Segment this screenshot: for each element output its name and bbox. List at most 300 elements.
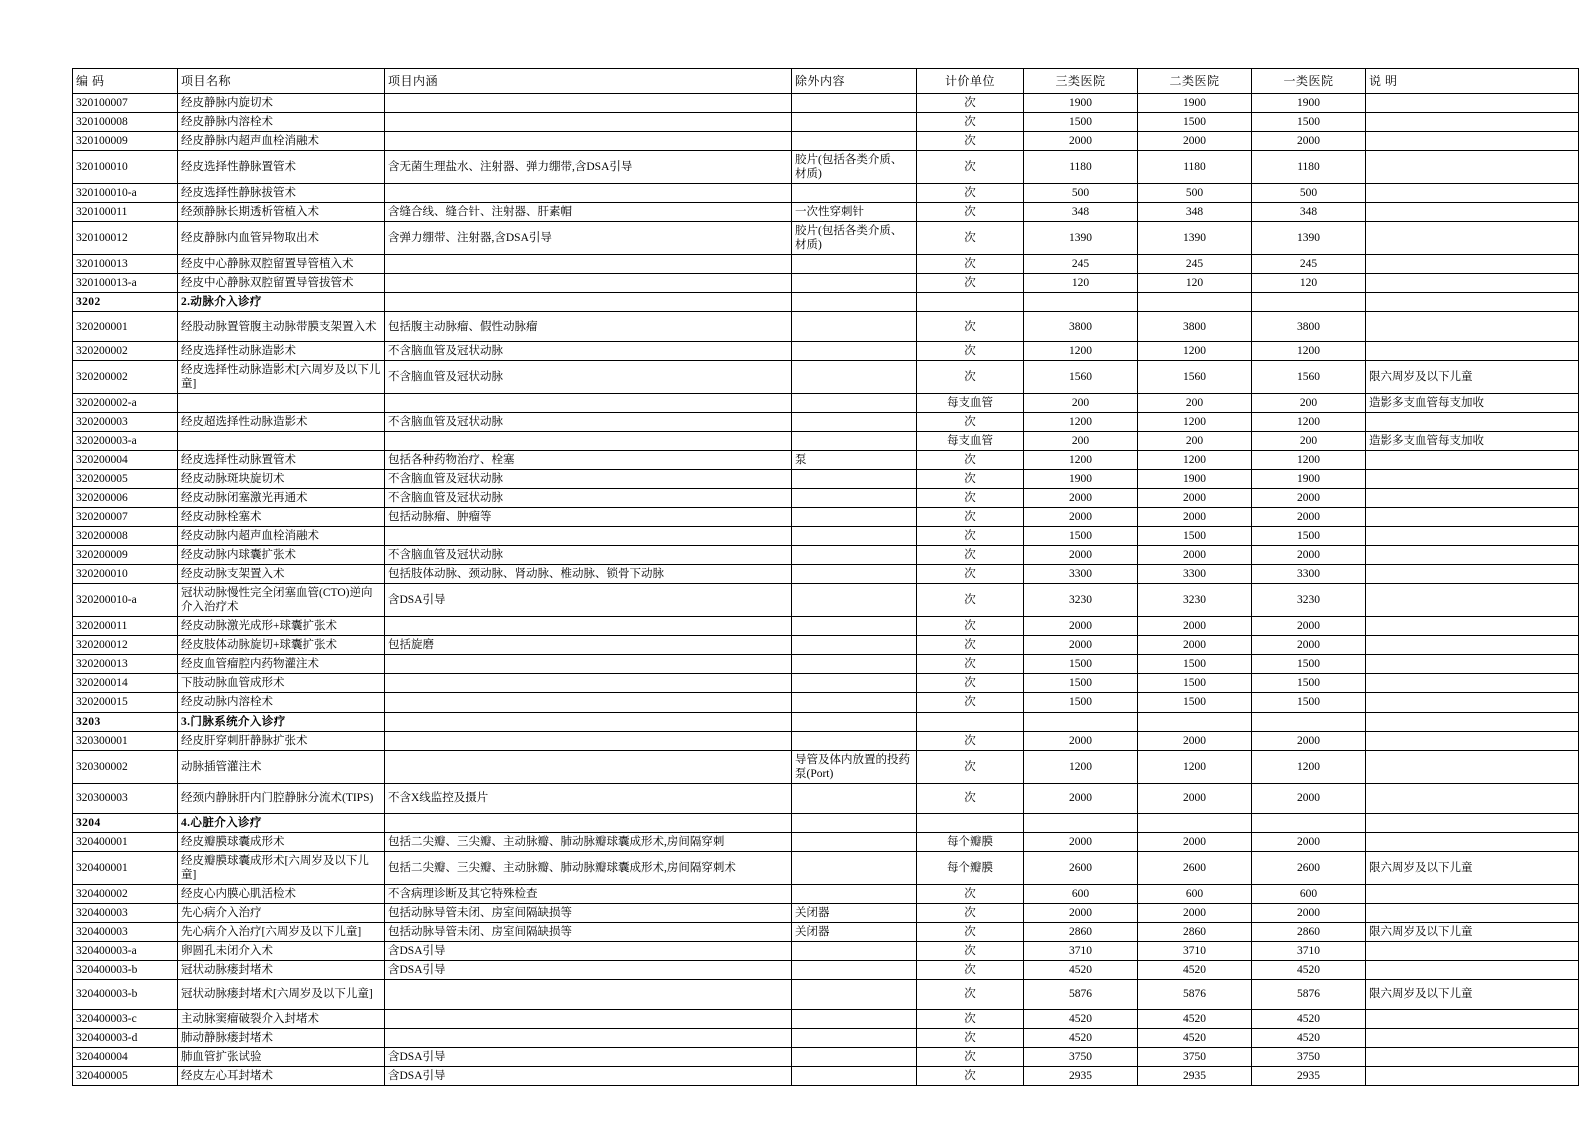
cell-note <box>1366 508 1579 527</box>
cell-note <box>1366 312 1579 342</box>
cell-price-tier1: 1500 <box>1252 693 1366 712</box>
table-row <box>73 527 1579 546</box>
cell-item-content <box>385 1028 792 1047</box>
cell-note <box>1366 1066 1579 1085</box>
header-item-content: 项目内涵 <box>385 69 792 94</box>
cell-price-tier3: 3710 <box>1024 941 1138 960</box>
cell-price-tier3: 1500 <box>1024 693 1138 712</box>
cell-code: 320400003-d <box>73 1028 178 1047</box>
cell-item-name: 经皮选择性动脉造影术[六周岁及以下儿童] <box>178 361 385 394</box>
cell-note <box>1366 783 1579 813</box>
cell-price-tier2 <box>1138 293 1252 312</box>
cell-price-tier1: 4520 <box>1252 1009 1366 1028</box>
medical-price-table <box>72 68 1579 1086</box>
cell-price-tier3: 2000 <box>1024 546 1138 565</box>
cell-price-tier1: 1200 <box>1252 342 1366 361</box>
cell-unit: 次 <box>917 546 1024 565</box>
header-item-name: 项目名称 <box>178 69 385 94</box>
cell-item-content <box>385 184 792 203</box>
cell-item-name <box>178 432 385 451</box>
cell-code: 3204 <box>73 813 178 832</box>
cell-code: 320100013-a <box>73 274 178 293</box>
table-row <box>73 222 1579 255</box>
cell-note <box>1366 584 1579 617</box>
cell-price-tier2: 2000 <box>1138 832 1252 851</box>
cell-code: 320100010-a <box>73 184 178 203</box>
cell-item-name: 经皮肢体动脉旋切+球囊扩张术 <box>178 636 385 655</box>
cell-code: 320200004 <box>73 451 178 470</box>
cell-price-tier3: 3230 <box>1024 584 1138 617</box>
cell-code: 3202 <box>73 293 178 312</box>
cell-item-content <box>385 693 792 712</box>
cell-price-tier1: 1900 <box>1252 470 1366 489</box>
cell-price-tier2: 1180 <box>1138 151 1252 184</box>
cell-price-tier3: 245 <box>1024 255 1138 274</box>
cell-unit: 次 <box>917 342 1024 361</box>
cell-price-tier2: 4520 <box>1138 960 1252 979</box>
cell-price-tier3: 3750 <box>1024 1047 1138 1066</box>
cell-code: 320200002-a <box>73 394 178 413</box>
header-notes: 说 明 <box>1366 69 1579 94</box>
cell-item-name: 经皮静脉内超声血栓消融术 <box>178 132 385 151</box>
cell-unit: 次 <box>917 655 1024 674</box>
cell-code: 320200001 <box>73 312 178 342</box>
cell-price-tier2: 1500 <box>1138 113 1252 132</box>
cell-price-tier3: 500 <box>1024 184 1138 203</box>
cell-unit <box>917 293 1024 312</box>
cell-item-name: 经皮动脉内超声血栓消融术 <box>178 527 385 546</box>
cell-item-name: 经皮动脉内溶栓术 <box>178 693 385 712</box>
cell-item-name: 经皮瓣膜球囊成形术 <box>178 832 385 851</box>
table-row <box>73 1047 1579 1066</box>
cell-item-content: 含DSA引导 <box>385 960 792 979</box>
cell-unit: 次 <box>917 203 1024 222</box>
cell-price-tier3: 2000 <box>1024 617 1138 636</box>
cell-price-tier3: 1900 <box>1024 94 1138 113</box>
cell-price-tier3: 4520 <box>1024 1028 1138 1047</box>
cell-price-tier2: 5876 <box>1138 979 1252 1009</box>
cell-unit: 次 <box>917 750 1024 783</box>
cell-price-tier1: 2860 <box>1252 922 1366 941</box>
cell-code: 320400004 <box>73 1047 178 1066</box>
cell-item-name: 经颈静脉长期透析管植入术 <box>178 203 385 222</box>
cell-exclusions <box>792 979 917 1009</box>
cell-item-name: 冠状动脉慢性完全闭塞血管(CTO)逆向介入治疗术 <box>178 584 385 617</box>
cell-unit: 次 <box>917 255 1024 274</box>
cell-price-tier2: 2000 <box>1138 783 1252 813</box>
cell-note <box>1366 255 1579 274</box>
cell-price-tier1: 245 <box>1252 255 1366 274</box>
cell-exclusions <box>792 489 917 508</box>
cell-unit: 次 <box>917 1009 1024 1028</box>
cell-unit: 次 <box>917 617 1024 636</box>
cell-code: 320200007 <box>73 508 178 527</box>
cell-item-name: 卵圆孔未闭介入术 <box>178 941 385 960</box>
cell-note <box>1366 655 1579 674</box>
cell-item-name: 经皮静脉内旋切术 <box>178 94 385 113</box>
cell-exclusions <box>792 361 917 394</box>
cell-exclusions <box>792 731 917 750</box>
cell-price-tier3: 1500 <box>1024 527 1138 546</box>
cell-price-tier1: 2000 <box>1252 132 1366 151</box>
cell-price-tier2: 2600 <box>1138 851 1252 884</box>
cell-unit: 每支血管 <box>917 394 1024 413</box>
cell-unit: 次 <box>917 960 1024 979</box>
cell-price-tier2: 4520 <box>1138 1028 1252 1047</box>
cell-unit: 次 <box>917 1047 1024 1066</box>
cell-price-tier1: 200 <box>1252 394 1366 413</box>
table-row <box>73 941 1579 960</box>
table-header-row <box>73 69 1579 94</box>
cell-code: 320200002 <box>73 361 178 394</box>
cell-price-tier1: 3710 <box>1252 941 1366 960</box>
cell-item-content <box>385 94 792 113</box>
cell-item-name <box>178 394 385 413</box>
cell-note: 限六周岁及以下儿童 <box>1366 361 1579 394</box>
header-code: 编 码 <box>73 69 178 94</box>
cell-exclusions <box>792 941 917 960</box>
cell-item-content: 包括旋磨 <box>385 636 792 655</box>
cell-item-name: 经皮肝穿刺肝静脉扩张术 <box>178 731 385 750</box>
cell-item-name: 经皮选择性静脉拔管术 <box>178 184 385 203</box>
cell-price-tier2: 1200 <box>1138 413 1252 432</box>
cell-price-tier1: 4520 <box>1252 960 1366 979</box>
cell-unit: 次 <box>917 222 1024 255</box>
cell-price-tier3: 2000 <box>1024 636 1138 655</box>
cell-unit: 次 <box>917 489 1024 508</box>
cell-price-tier1: 1200 <box>1252 413 1366 432</box>
cell-code: 320400001 <box>73 851 178 884</box>
cell-price-tier2: 3750 <box>1138 1047 1252 1066</box>
table-row <box>73 451 1579 470</box>
cell-unit: 每个瓣膜 <box>917 851 1024 884</box>
cell-price-tier1: 5876 <box>1252 979 1366 1009</box>
cell-price-tier3: 3300 <box>1024 565 1138 584</box>
cell-code: 320100012 <box>73 222 178 255</box>
table-row <box>73 94 1579 113</box>
table-row <box>73 783 1579 813</box>
cell-code: 320400003-a <box>73 941 178 960</box>
cell-note: 限六周岁及以下儿童 <box>1366 979 1579 1009</box>
cell-unit: 次 <box>917 1028 1024 1047</box>
table-section-row <box>73 813 1579 832</box>
cell-note <box>1366 832 1579 851</box>
cell-exclusions <box>792 274 917 293</box>
cell-note <box>1366 546 1579 565</box>
table-body <box>73 94 1579 1086</box>
cell-unit: 次 <box>917 565 1024 584</box>
cell-item-name: 下肢动脉血管成形术 <box>178 674 385 693</box>
cell-price-tier2: 1560 <box>1138 361 1252 394</box>
cell-item-name: 先心病介入治疗[六周岁及以下儿童] <box>178 922 385 941</box>
cell-price-tier2: 3800 <box>1138 312 1252 342</box>
table-section-row <box>73 712 1579 731</box>
table-row <box>73 113 1579 132</box>
cell-price-tier3: 1390 <box>1024 222 1138 255</box>
cell-note <box>1366 94 1579 113</box>
table-row <box>73 1009 1579 1028</box>
cell-item-content: 包括二尖瓣、三尖瓣、主动脉瓣、肺动脉瓣球囊成形术,房间隔穿刺术 <box>385 851 792 884</box>
cell-exclusions <box>792 470 917 489</box>
cell-exclusions <box>792 184 917 203</box>
table-row <box>73 312 1579 342</box>
cell-unit: 次 <box>917 903 1024 922</box>
cell-item-name: 经股动脉置管腹主动脉带膜支架置入术 <box>178 312 385 342</box>
table-row <box>73 1066 1579 1085</box>
cell-item-content: 不含病理诊断及其它特殊检查 <box>385 884 792 903</box>
cell-price-tier2: 1200 <box>1138 451 1252 470</box>
cell-item-name: 经皮静脉内血管异物取出术 <box>178 222 385 255</box>
cell-price-tier3: 1500 <box>1024 655 1138 674</box>
cell-exclusions <box>792 94 917 113</box>
header-unit: 计价单位 <box>917 69 1024 94</box>
cell-price-tier3: 348 <box>1024 203 1138 222</box>
cell-exclusions <box>792 617 917 636</box>
cell-exclusions <box>792 1047 917 1066</box>
cell-item-name: 先心病介入治疗 <box>178 903 385 922</box>
cell-price-tier3: 2935 <box>1024 1066 1138 1085</box>
cell-price-tier3: 1200 <box>1024 451 1138 470</box>
table-row <box>73 1028 1579 1047</box>
table-row <box>73 960 1579 979</box>
table-row <box>73 151 1579 184</box>
cell-unit: 次 <box>917 184 1024 203</box>
cell-unit: 次 <box>917 94 1024 113</box>
cell-exclusions <box>792 813 917 832</box>
cell-item-content <box>385 527 792 546</box>
cell-item-name: 肺血管扩张试验 <box>178 1047 385 1066</box>
table-row <box>73 274 1579 293</box>
cell-exclusions <box>792 255 917 274</box>
cell-price-tier3: 2000 <box>1024 783 1138 813</box>
cell-unit: 次 <box>917 470 1024 489</box>
cell-item-name: 冠状动脉瘘封堵术 <box>178 960 385 979</box>
cell-price-tier2: 500 <box>1138 184 1252 203</box>
cell-exclusions <box>792 413 917 432</box>
cell-item-name: 动脉插管灌注术 <box>178 750 385 783</box>
cell-item-content <box>385 655 792 674</box>
cell-item-name: 4.心脏介入诊疗 <box>178 813 385 832</box>
cell-note: 造影多支血管每支加收 <box>1366 432 1579 451</box>
cell-exclusions: 胶片(包括各类介质、材质) <box>792 151 917 184</box>
cell-price-tier1: 3230 <box>1252 584 1366 617</box>
cell-note <box>1366 636 1579 655</box>
table-row <box>73 693 1579 712</box>
cell-item-content <box>385 274 792 293</box>
cell-price-tier1 <box>1252 712 1366 731</box>
cell-price-tier2: 2000 <box>1138 903 1252 922</box>
cell-unit: 次 <box>917 361 1024 394</box>
cell-exclusions: 导管及体内放置的投药泵(Port) <box>792 750 917 783</box>
cell-code: 320300003 <box>73 783 178 813</box>
cell-item-content: 含弹力绷带、注射器,含DSA引导 <box>385 222 792 255</box>
cell-exclusions <box>792 527 917 546</box>
cell-price-tier1: 1500 <box>1252 113 1366 132</box>
cell-code: 320200014 <box>73 674 178 693</box>
cell-price-tier3 <box>1024 813 1138 832</box>
cell-code: 320200010-a <box>73 584 178 617</box>
cell-code: 320400005 <box>73 1066 178 1085</box>
cell-price-tier1: 1900 <box>1252 94 1366 113</box>
cell-item-name: 经皮动脉闭塞激光再通术 <box>178 489 385 508</box>
cell-note <box>1366 527 1579 546</box>
cell-note <box>1366 342 1579 361</box>
cell-code: 320100007 <box>73 94 178 113</box>
table-row <box>73 413 1579 432</box>
cell-price-tier1 <box>1252 293 1366 312</box>
cell-exclusions <box>792 1066 917 1085</box>
cell-note <box>1366 451 1579 470</box>
table-row <box>73 508 1579 527</box>
cell-exclusions: 一次性穿刺针 <box>792 203 917 222</box>
cell-item-content <box>385 750 792 783</box>
cell-unit: 次 <box>917 527 1024 546</box>
table-row <box>73 731 1579 750</box>
cell-unit <box>917 813 1024 832</box>
cell-price-tier1: 2000 <box>1252 636 1366 655</box>
cell-price-tier2: 1200 <box>1138 750 1252 783</box>
cell-note <box>1366 693 1579 712</box>
cell-code: 320400001 <box>73 832 178 851</box>
cell-price-tier3: 2000 <box>1024 832 1138 851</box>
cell-code: 320200012 <box>73 636 178 655</box>
cell-code: 320100008 <box>73 113 178 132</box>
cell-price-tier2: 1500 <box>1138 655 1252 674</box>
cell-exclusions <box>792 783 917 813</box>
cell-item-content <box>385 731 792 750</box>
cell-item-content: 包括各种药物治疗、栓塞 <box>385 451 792 470</box>
cell-price-tier3: 1560 <box>1024 361 1138 394</box>
cell-price-tier2 <box>1138 813 1252 832</box>
cell-code: 320200005 <box>73 470 178 489</box>
cell-price-tier1: 1500 <box>1252 527 1366 546</box>
cell-price-tier3: 2000 <box>1024 731 1138 750</box>
cell-price-tier3: 600 <box>1024 884 1138 903</box>
cell-price-tier2: 200 <box>1138 432 1252 451</box>
cell-note <box>1366 132 1579 151</box>
cell-item-content: 含DSA引导 <box>385 584 792 617</box>
cell-unit: 次 <box>917 731 1024 750</box>
cell-price-tier2: 2000 <box>1138 489 1252 508</box>
cell-unit: 次 <box>917 922 1024 941</box>
cell-item-name: 肺动静脉瘘封堵术 <box>178 1028 385 1047</box>
cell-exclusions <box>792 884 917 903</box>
cell-item-content: 包括腹主动脉瘤、假性动脉瘤 <box>385 312 792 342</box>
cell-price-tier3: 2000 <box>1024 508 1138 527</box>
cell-exclusions <box>792 432 917 451</box>
table-row <box>73 342 1579 361</box>
cell-note <box>1366 617 1579 636</box>
cell-note <box>1366 1028 1579 1047</box>
cell-item-content <box>385 113 792 132</box>
cell-note <box>1366 1047 1579 1066</box>
cell-price-tier1: 120 <box>1252 274 1366 293</box>
cell-exclusions: 关闭器 <box>792 903 917 922</box>
cell-code: 320400003-c <box>73 1009 178 1028</box>
table-section-row <box>73 293 1579 312</box>
cell-exclusions <box>792 1009 917 1028</box>
cell-code: 320400002 <box>73 884 178 903</box>
cell-item-name: 冠状动脉瘘封堵术[六周岁及以下儿童] <box>178 979 385 1009</box>
cell-unit: 次 <box>917 1066 1024 1085</box>
cell-code: 320200003-a <box>73 432 178 451</box>
cell-note <box>1366 674 1579 693</box>
cell-price-tier2: 1900 <box>1138 470 1252 489</box>
cell-item-content: 包括肢体动脉、颈动脉、肾动脉、椎动脉、锁骨下动脉 <box>385 565 792 584</box>
table-row <box>73 832 1579 851</box>
cell-unit: 每个瓣膜 <box>917 832 1024 851</box>
cell-item-name: 经皮动脉栓塞术 <box>178 508 385 527</box>
cell-note <box>1366 489 1579 508</box>
cell-item-name: 经皮静脉内溶栓术 <box>178 113 385 132</box>
cell-price-tier3: 5876 <box>1024 979 1138 1009</box>
cell-item-content <box>385 293 792 312</box>
cell-code: 320200002 <box>73 342 178 361</box>
cell-price-tier2: 2935 <box>1138 1066 1252 1085</box>
cell-unit: 次 <box>917 312 1024 342</box>
table-row <box>73 432 1579 451</box>
cell-unit: 次 <box>917 979 1024 1009</box>
cell-price-tier2: 2000 <box>1138 617 1252 636</box>
cell-code: 320400003-b <box>73 960 178 979</box>
cell-price-tier2: 245 <box>1138 255 1252 274</box>
cell-price-tier3: 1500 <box>1024 113 1138 132</box>
table-row <box>73 203 1579 222</box>
table-row <box>73 132 1579 151</box>
cell-price-tier1: 600 <box>1252 884 1366 903</box>
cell-price-tier1: 2000 <box>1252 903 1366 922</box>
cell-price-tier3: 1200 <box>1024 750 1138 783</box>
cell-price-tier2: 2000 <box>1138 132 1252 151</box>
cell-exclusions: 胶片(包括各类介质、材质) <box>792 222 917 255</box>
cell-price-tier2: 1900 <box>1138 94 1252 113</box>
cell-unit: 次 <box>917 508 1024 527</box>
cell-price-tier3: 2860 <box>1024 922 1138 941</box>
table-row <box>73 979 1579 1009</box>
cell-price-tier2: 348 <box>1138 203 1252 222</box>
cell-unit: 次 <box>917 941 1024 960</box>
cell-exclusions <box>792 960 917 979</box>
cell-code: 320200003 <box>73 413 178 432</box>
cell-item-name: 经皮选择性动脉造影术 <box>178 342 385 361</box>
cell-price-tier3: 2000 <box>1024 489 1138 508</box>
table-row <box>73 655 1579 674</box>
cell-code: 320200008 <box>73 527 178 546</box>
cell-item-name: 经皮超选择性动脉造影术 <box>178 413 385 432</box>
cell-item-content: 含缝合线、缝合针、注射器、肝素帽 <box>385 203 792 222</box>
cell-item-content: 不含脑血管及冠状动脉 <box>385 413 792 432</box>
table-row <box>73 489 1579 508</box>
cell-exclusions: 关闭器 <box>792 922 917 941</box>
cell-item-name: 经皮中心静脉双腔留置导管植入术 <box>178 255 385 274</box>
cell-code: 320100010 <box>73 151 178 184</box>
cell-price-tier1: 1200 <box>1252 750 1366 783</box>
cell-price-tier1: 2935 <box>1252 1066 1366 1085</box>
cell-price-tier1: 1500 <box>1252 655 1366 674</box>
cell-item-content <box>385 1009 792 1028</box>
cell-price-tier1: 2000 <box>1252 617 1366 636</box>
cell-exclusions <box>792 113 917 132</box>
cell-price-tier1: 2000 <box>1252 508 1366 527</box>
cell-code: 320100011 <box>73 203 178 222</box>
cell-code: 320400003 <box>73 922 178 941</box>
cell-note <box>1366 413 1579 432</box>
cell-item-content <box>385 712 792 731</box>
cell-price-tier3: 1180 <box>1024 151 1138 184</box>
cell-exclusions <box>792 132 917 151</box>
cell-item-content: 包括二尖瓣、三尖瓣、主动脉瓣、肺动脉瓣球囊成形术,房间隔穿刺 <box>385 832 792 851</box>
table-row <box>73 470 1579 489</box>
